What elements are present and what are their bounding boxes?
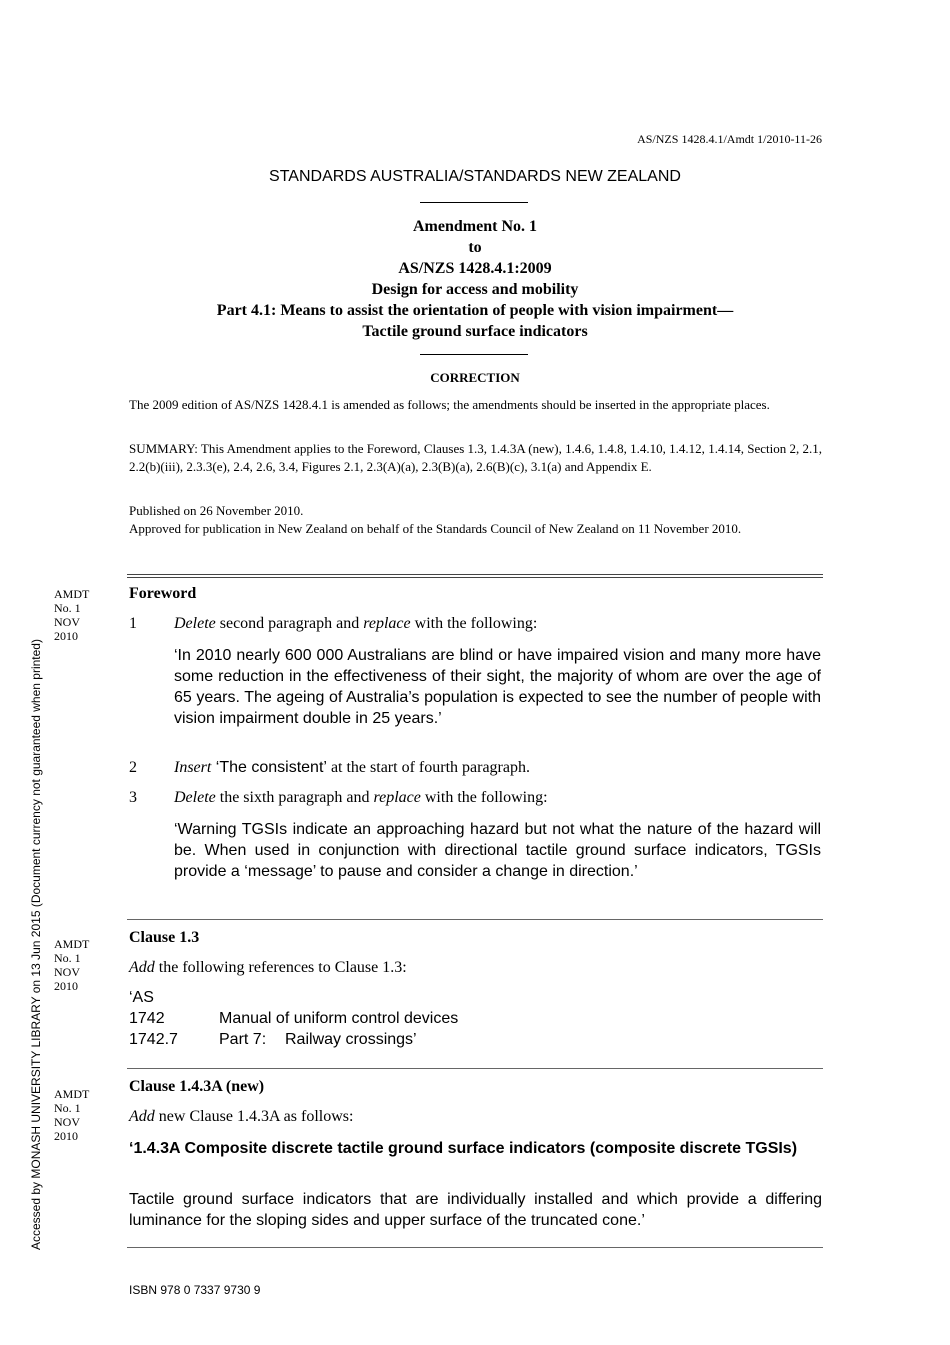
section-divider bbox=[127, 1068, 823, 1069]
reference-part: Part 7: bbox=[219, 1031, 267, 1048]
amendment-margin-note: AMDT No. 1 NOV 2010 bbox=[54, 1087, 90, 1143]
amendment-instruction: Insert ‘The consistent’ at the start of fourth paragraph. bbox=[174, 759, 530, 776]
definition-text: Tactile ground surface indicators that are individually installed and which provide a differing luminance for the sloping sides and upper surface of the truncated cone.’ bbox=[129, 1191, 822, 1229]
approval-statement: Approved for publication in New Zealand on behalf of the Standards Council of New Zealand on 11 November 2010. bbox=[129, 521, 742, 536]
part-subtitle: Tactile ground surface indicators bbox=[362, 323, 588, 340]
reference-number: 1742.7 bbox=[129, 1031, 178, 1048]
amendment-instruction: Add the following references to Clause 1.3: bbox=[129, 959, 407, 976]
section-divider bbox=[127, 574, 823, 578]
title-to: to bbox=[468, 239, 482, 256]
correction-heading: CORRECTION bbox=[430, 370, 520, 385]
reference-number: 1742 bbox=[129, 1010, 165, 1027]
part-title: Part 4.1: Means to assist the orientation of people with vision impairment— bbox=[216, 302, 734, 319]
section-divider bbox=[127, 919, 823, 920]
definition-title: ‘1.4.3A Composite discrete tactile ground surface indicators (composite discrete TGSIs) bbox=[129, 1140, 798, 1157]
item-number: 2 bbox=[129, 759, 137, 776]
organization-title: STANDARDS AUSTRALIA/STANDARDS NEW ZEALAND bbox=[269, 168, 681, 185]
amendment-instruction: Delete the sixth paragraph and replace with the following: bbox=[174, 789, 548, 806]
amendment-instruction: Delete second paragraph and replace with the following: bbox=[174, 615, 538, 632]
amendment-number: Amendment No. 1 bbox=[413, 218, 537, 235]
amendment-margin-note: AMDT No. 1 NOV 2010 bbox=[54, 937, 90, 993]
title-divider-top bbox=[420, 202, 528, 203]
foreword-heading: Foreword bbox=[129, 585, 197, 602]
standard-title: Design for access and mobility bbox=[371, 281, 579, 298]
replacement-text: ‘Warning TGSIs indicate an approaching hazard but not what the nature of the hazard will be. When used in conjunction with directional tactile ground surface indicators, TGSIs provide a ‘message’ to pause and consider a change in direction.’ bbox=[174, 821, 821, 880]
item-number: 1 bbox=[129, 615, 137, 632]
clause-heading: Clause 1.4.3A (new) bbox=[129, 1078, 265, 1095]
clause-heading: Clause 1.3 bbox=[129, 929, 200, 946]
intro-paragraph: The 2009 edition of AS/NZS 1428.4.1 is amended as follows; the amendments should be inserted in the appropriate places. bbox=[129, 397, 770, 412]
replacement-text: ‘In 2010 nearly 600 000 Australians are blind or have impaired vision and many more have some reduction in the effectiveness of their sight, the majority of whom are over the age of 65 years. The ageing of Australia’s population is expected to see the number of people with vision impairment double in 25 years.’ bbox=[174, 647, 821, 727]
section-divider bbox=[127, 1247, 823, 1248]
isbn: ISBN 978 0 7337 9730 9 bbox=[129, 1283, 261, 1297]
access-watermark: Accessed by MONASH UNIVERSITY LIBRARY on 13 Jun 2015 (Document currency not guaranteed when printed) bbox=[29, 639, 43, 1250]
summary-paragraph: SUMMARY: This Amendment applies to the Foreword, Clauses 1.3, 1.4.3A (new), 1.4.6, 1.4.8, 1.4.10, 1.4.12, 1.4.14, Section 2, 2.1, 2.2(b)(iii), 2.3.3(e), 2.4, 2.6, 3.4, Figures 2.1, 2.3(A)(a), 2.3(B)(a), 2.6(B)(c), 3.1(a) and Appendix E. bbox=[129, 441, 822, 474]
amendment-instruction: Add new Clause 1.4.3A as follows: bbox=[129, 1108, 354, 1125]
standard-number: AS/NZS 1428.4.1:2009 bbox=[398, 260, 552, 277]
reference-title: Manual of uniform control devices bbox=[219, 1010, 459, 1027]
title-divider-bottom bbox=[420, 354, 528, 355]
title-block bbox=[130, 216, 820, 342]
amendment-margin-note: AMDT No. 1 NOV 2010 bbox=[54, 587, 90, 643]
published-date: Published on 26 November 2010. bbox=[129, 503, 304, 518]
item-number: 3 bbox=[129, 789, 137, 806]
reference-title: Railway crossings’ bbox=[285, 1031, 417, 1048]
reference-list-label: ‘AS bbox=[129, 989, 154, 1006]
document-reference: AS/NZS 1428.4.1/Amdt 1/2010-11-26 bbox=[637, 132, 822, 146]
